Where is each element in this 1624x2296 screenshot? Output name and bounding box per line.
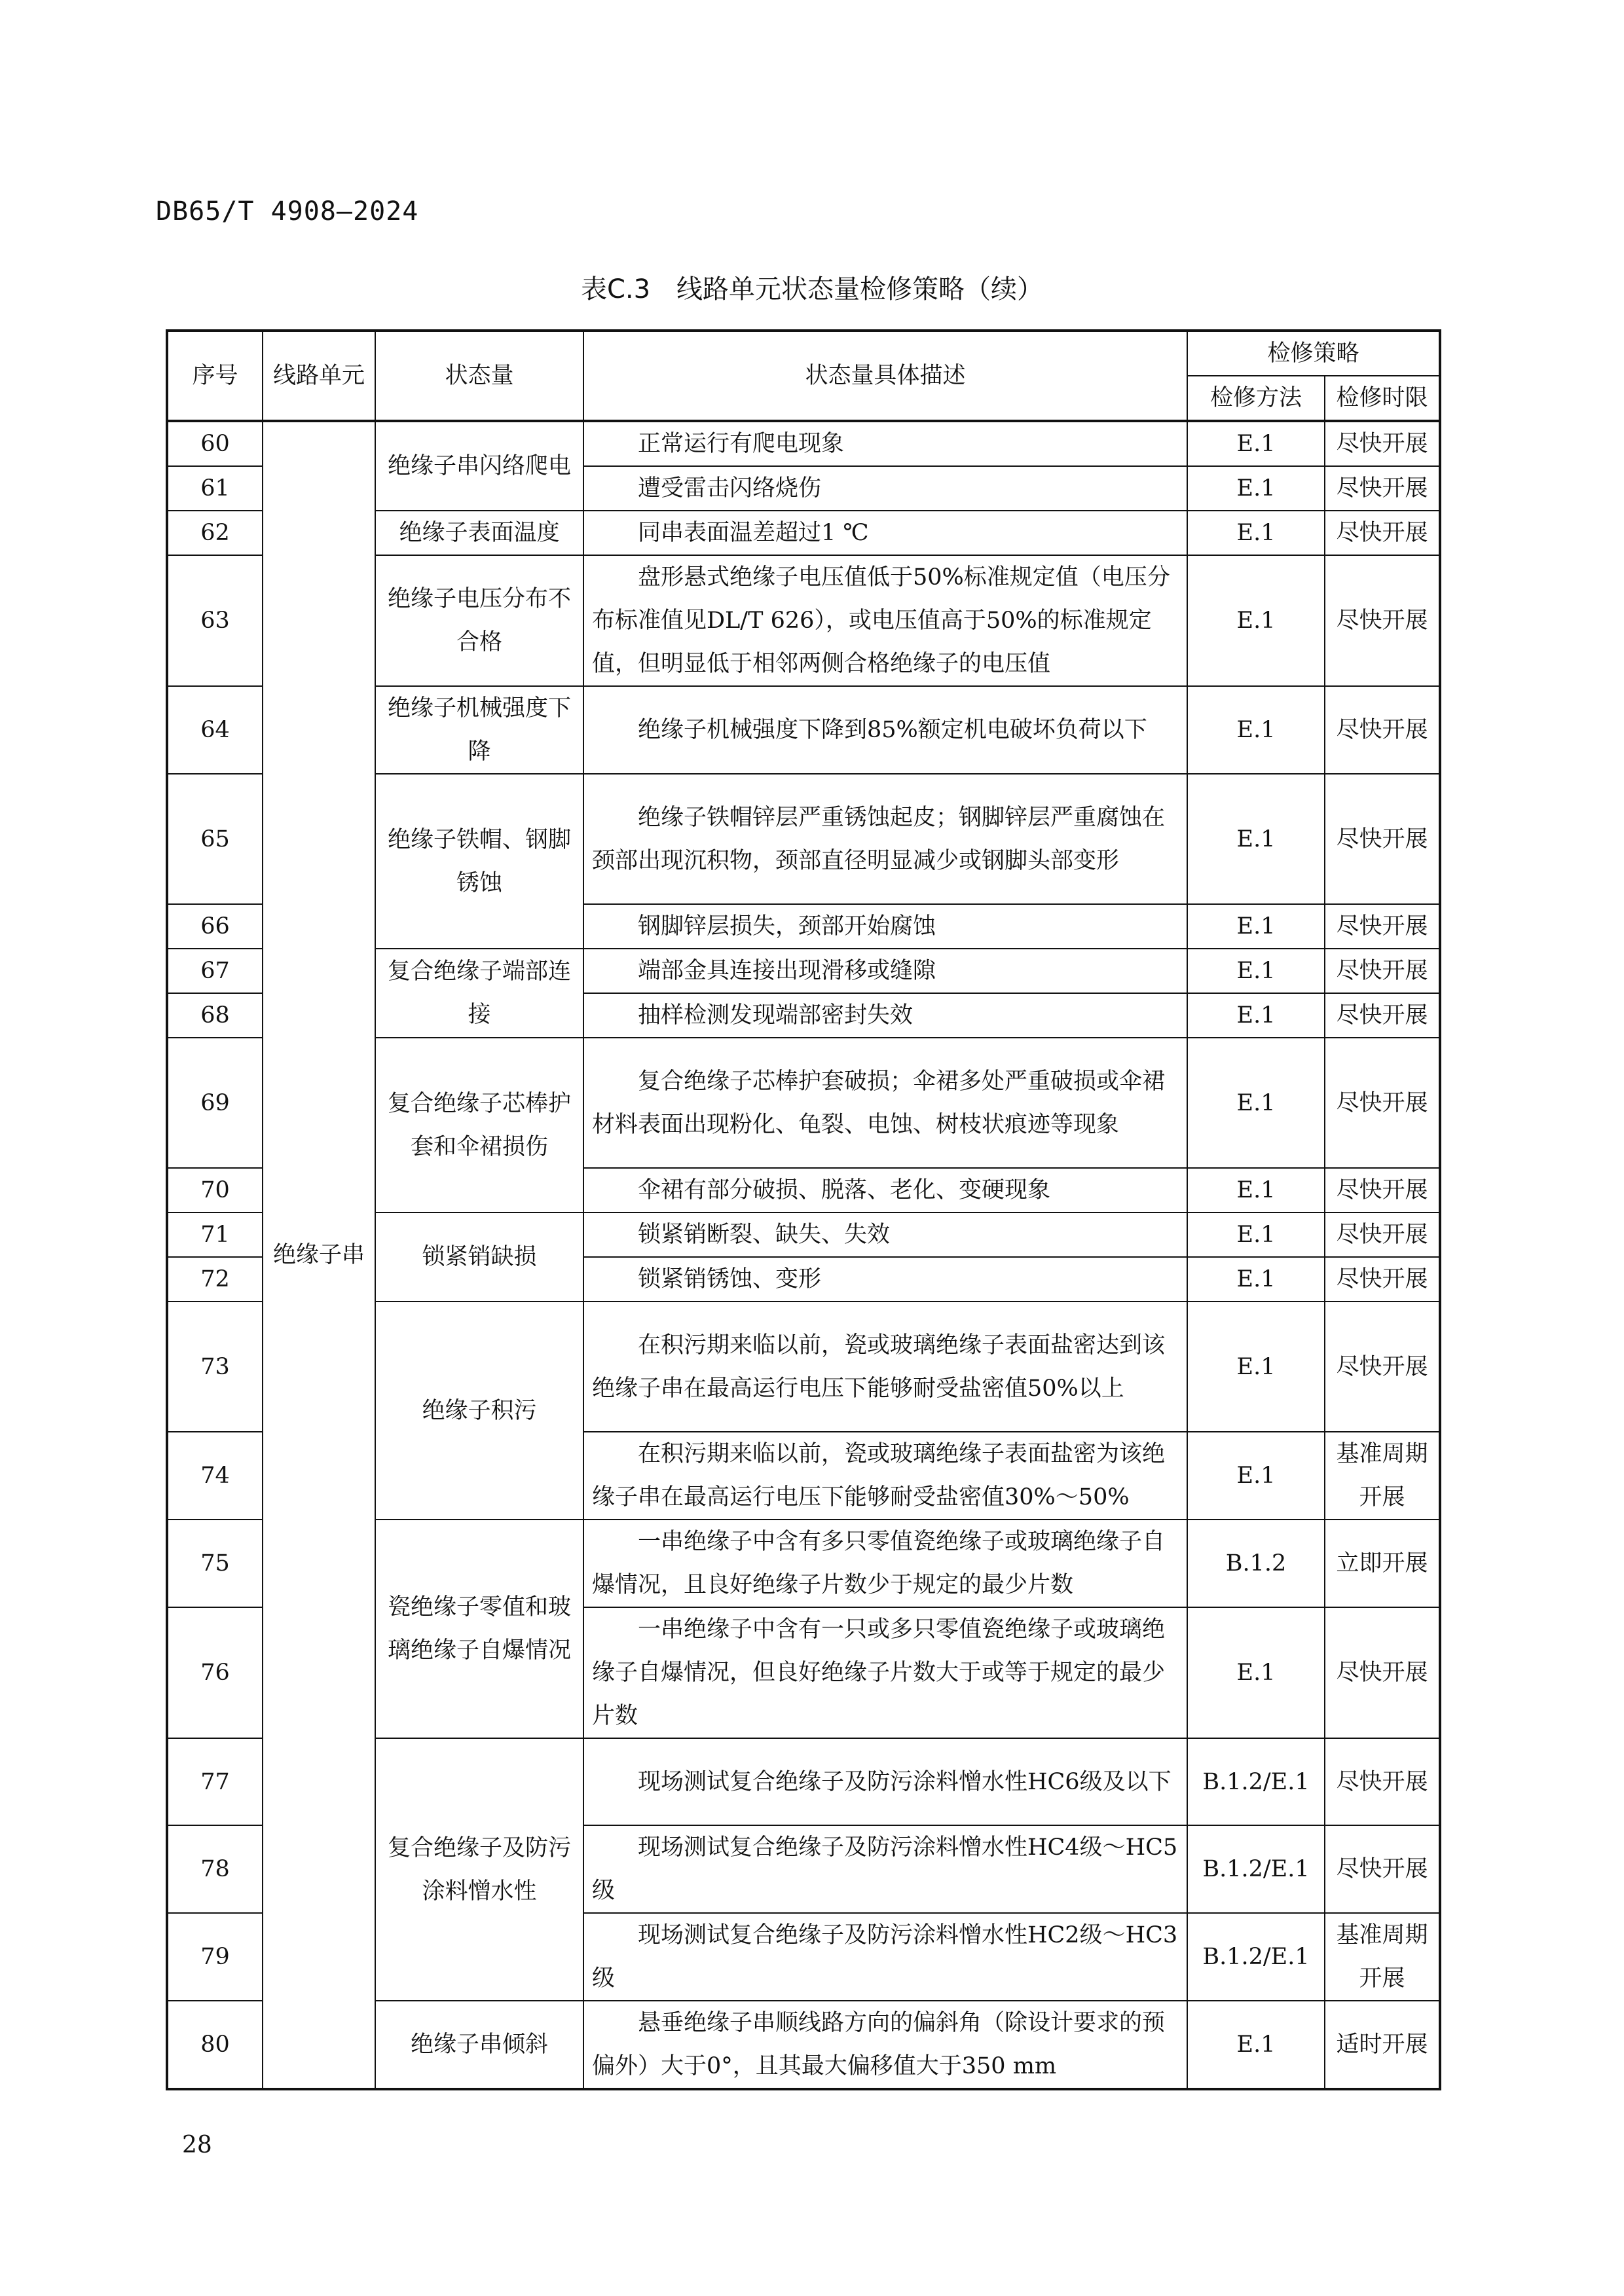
- row-seq: 70: [167, 1168, 263, 1212]
- row-seq: 77: [167, 1738, 263, 1825]
- row-time-limit: 尽快开展: [1325, 1738, 1440, 1825]
- table-title: 表C.3 线路单元状态量检修策略（续）: [580, 274, 1044, 304]
- row-method: E.1: [1187, 2001, 1325, 2089]
- row-description: 正常运行有爬电现象: [583, 421, 1187, 466]
- state-cell: 复合绝缘子端部连接: [375, 949, 583, 1038]
- row-method: B.1.2: [1187, 1520, 1325, 1607]
- row-time-limit: 基准周期开展: [1325, 1432, 1440, 1520]
- row-time-limit: 尽快开展: [1325, 686, 1440, 774]
- row-description: 锁紧销断裂、缺失、失效: [583, 1212, 1187, 1257]
- row-method: E.1: [1187, 1257, 1325, 1302]
- header-method: 检修方法: [1187, 376, 1325, 421]
- row-seq: 80: [167, 2001, 263, 2089]
- row-description: 盘形悬式绝缘子电压值低于50%标准规定值（电压分布标准值见DL/T 626），或电压值高于50%的标准规定值，但明显低于相邻两侧合格绝缘子的电压值: [583, 555, 1187, 686]
- state-cell: 绝缘子串倾斜: [375, 2001, 583, 2089]
- state-cell: 绝缘子表面温度: [375, 511, 583, 555]
- row-method: E.1: [1187, 555, 1325, 686]
- row-seq: 72: [167, 1257, 263, 1302]
- row-time-limit: 尽快开展: [1325, 466, 1440, 511]
- row-seq: 69: [167, 1038, 263, 1168]
- row-method: E.1: [1187, 686, 1325, 774]
- page-number: 28: [182, 2132, 212, 2159]
- row-description: 抽样检测发现端部密封失效: [583, 993, 1187, 1038]
- maintenance-strategy-table: [166, 329, 1441, 2090]
- row-description: 遭受雷击闪络烧伤: [583, 466, 1187, 511]
- row-method: E.1: [1187, 1607, 1325, 1738]
- row-seq: 65: [167, 774, 263, 904]
- state-cell: 绝缘子积污: [375, 1302, 583, 1520]
- row-seq: 63: [167, 555, 263, 686]
- row-time-limit: 尽快开展: [1325, 1607, 1440, 1738]
- state-cell: 绝缘子铁帽、钢脚锈蚀: [375, 774, 583, 949]
- row-seq: 78: [167, 1825, 263, 1913]
- row-seq: 61: [167, 466, 263, 511]
- row-description: 悬垂绝缘子串顺线路方向的偏斜角（除设计要求的预偏外）大于0°，且其最大偏移值大于350 mm: [583, 2001, 1187, 2089]
- row-method: E.1: [1187, 993, 1325, 1038]
- row-method: E.1: [1187, 949, 1325, 993]
- row-seq: 62: [167, 511, 263, 555]
- row-method: E.1: [1187, 466, 1325, 511]
- row-description: 现场测试复合绝缘子及防污涂料憎水性HC6级及以下: [583, 1738, 1187, 1825]
- state-cell: 绝缘子机械强度下降: [375, 686, 583, 774]
- row-description: 绝缘子铁帽锌层严重锈蚀起皮；钢脚锌层严重腐蚀在颈部出现沉积物，颈部直径明显减少或钢脚头部变形: [583, 774, 1187, 904]
- row-seq: 74: [167, 1432, 263, 1520]
- header-time-limit: 检修时限: [1325, 376, 1440, 421]
- row-time-limit: 尽快开展: [1325, 555, 1440, 686]
- document-code: DB65/T 4908—2024: [156, 196, 419, 227]
- header-strategy: 检修策略: [1187, 331, 1440, 376]
- row-time-limit: 尽快开展: [1325, 511, 1440, 555]
- row-seq: 71: [167, 1212, 263, 1257]
- row-seq: 66: [167, 904, 263, 949]
- row-method: B.1.2/E.1: [1187, 1913, 1325, 2001]
- state-cell: 复合绝缘子及防污涂料憎水性: [375, 1738, 583, 2001]
- row-time-limit: 尽快开展: [1325, 774, 1440, 904]
- state-cell: 绝缘子电压分布不合格: [375, 555, 583, 686]
- row-method: E.1: [1187, 904, 1325, 949]
- row-method: B.1.2/E.1: [1187, 1825, 1325, 1913]
- row-time-limit: 尽快开展: [1325, 421, 1440, 466]
- row-time-limit: 尽快开展: [1325, 1257, 1440, 1302]
- row-time-limit: 尽快开展: [1325, 1212, 1440, 1257]
- row-seq: 79: [167, 1913, 263, 2001]
- row-method: E.1: [1187, 511, 1325, 555]
- row-description: 在积污期来临以前，瓷或玻璃绝缘子表面盐密为该绝缘子串在最高运行电压下能够耐受盐密值30%～50%: [583, 1432, 1187, 1520]
- row-description: 一串绝缘子中含有多只零值瓷绝缘子或玻璃绝缘子自爆情况，且良好绝缘子片数少于规定的最少片数: [583, 1520, 1187, 1607]
- row-time-limit: 尽快开展: [1325, 1825, 1440, 1913]
- row-time-limit: 尽快开展: [1325, 993, 1440, 1038]
- row-time-limit: 立即开展: [1325, 1520, 1440, 1607]
- row-method: E.1: [1187, 1038, 1325, 1168]
- header-description: 状态量具体描述: [583, 331, 1187, 421]
- row-seq: 76: [167, 1607, 263, 1738]
- state-cell: 瓷绝缘子零值和玻璃绝缘子自爆情况: [375, 1520, 583, 1738]
- row-time-limit: 尽快开展: [1325, 904, 1440, 949]
- row-description: 端部金具连接出现滑移或缝隙: [583, 949, 1187, 993]
- row-description: 现场测试复合绝缘子及防污涂料憎水性HC2级～HC3级: [583, 1913, 1187, 2001]
- row-seq: 67: [167, 949, 263, 993]
- row-seq: 68: [167, 993, 263, 1038]
- row-seq: 60: [167, 421, 263, 466]
- row-description: 复合绝缘子芯棒护套破损；伞裙多处严重破损或伞裙材料表面出现粉化、龟裂、电蚀、树枝状痕迹等现象: [583, 1038, 1187, 1168]
- row-description: 伞裙有部分破损、脱落、老化、变硬现象: [583, 1168, 1187, 1212]
- row-method: E.1: [1187, 1212, 1325, 1257]
- row-time-limit: 适时开展: [1325, 2001, 1440, 2089]
- state-cell: 复合绝缘子芯棒护套和伞裙损伤: [375, 1038, 583, 1212]
- header-state: 状态量: [375, 331, 583, 421]
- row-time-limit: 尽快开展: [1325, 1302, 1440, 1432]
- row-time-limit: 尽快开展: [1325, 1038, 1440, 1168]
- row-time-limit: 尽快开展: [1325, 949, 1440, 993]
- row-seq: 73: [167, 1302, 263, 1432]
- row-method: E.1: [1187, 421, 1325, 466]
- row-method: B.1.2/E.1: [1187, 1738, 1325, 1825]
- state-cell: 绝缘子串闪络爬电: [375, 421, 583, 511]
- row-description: 锁紧销锈蚀、变形: [583, 1257, 1187, 1302]
- row-method: E.1: [1187, 1432, 1325, 1520]
- header-unit: 线路单元: [263, 331, 375, 421]
- row-description: 一串绝缘子中含有一只或多只零值瓷绝缘子或玻璃绝缘子自爆情况，但良好绝缘子片数大于或等于规定的最少片数: [583, 1607, 1187, 1738]
- state-cell: 锁紧销缺损: [375, 1212, 583, 1302]
- row-description: 钢脚锌层损失，颈部开始腐蚀: [583, 904, 1187, 949]
- row-time-limit: 基准周期开展: [1325, 1913, 1440, 2001]
- row-method: E.1: [1187, 1302, 1325, 1432]
- row-description: 绝缘子机械强度下降到85%额定机电破坏负荷以下: [583, 686, 1187, 774]
- row-description: 现场测试复合绝缘子及防污涂料憎水性HC4级～HC5级: [583, 1825, 1187, 1913]
- line-unit-cell: 绝缘子串: [263, 421, 375, 2089]
- row-seq: 64: [167, 686, 263, 774]
- row-method: E.1: [1187, 774, 1325, 904]
- row-time-limit: 尽快开展: [1325, 1168, 1440, 1212]
- row-seq: 75: [167, 1520, 263, 1607]
- header-seq: 序号: [167, 331, 263, 421]
- row-description: 同串表面温差超过1 ℃: [583, 511, 1187, 555]
- row-description: 在积污期来临以前，瓷或玻璃绝缘子表面盐密达到该绝缘子串在最高运行电压下能够耐受盐密值50%以上: [583, 1302, 1187, 1432]
- row-method: E.1: [1187, 1168, 1325, 1212]
